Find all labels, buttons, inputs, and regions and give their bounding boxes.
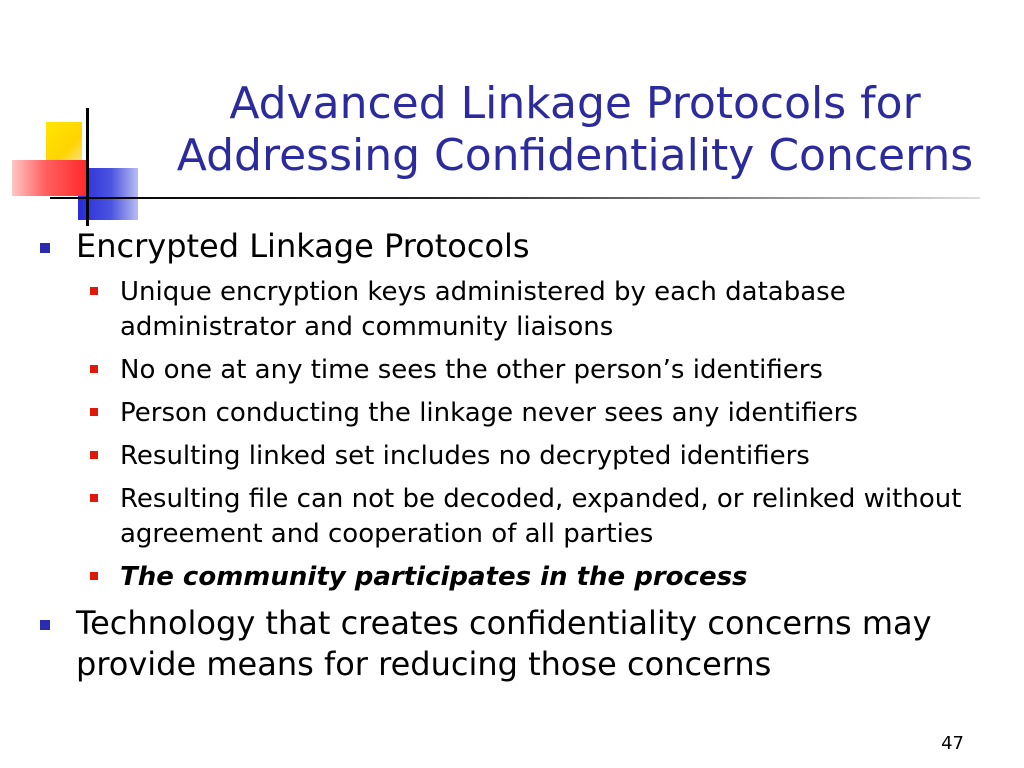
square-bullet-icon (90, 451, 98, 459)
bullet-level2 (120, 439, 996, 474)
sub-bullet-list (36, 275, 996, 595)
bullet-text: Person conducting the linkage never sees any identifiers (120, 398, 858, 428)
bullet-level2 (120, 353, 996, 388)
page-number: 47 (941, 733, 964, 754)
square-bullet-icon (90, 287, 98, 295)
bullet-level2 (120, 482, 996, 552)
slide-title (150, 78, 1000, 182)
title-underline (50, 197, 980, 199)
bullet-level2 (120, 275, 996, 345)
decoration-vertical-line (86, 108, 89, 226)
bullet-level1 (36, 226, 996, 267)
slide-title-line-2: Addressing Confidentiality Concerns (176, 130, 974, 181)
square-bullet-icon (90, 408, 98, 416)
bullet-level2 (120, 396, 996, 431)
bullet-text: No one at any time sees the other person’s identifiers (120, 355, 823, 385)
bullet-text: Resulting linked set includes no decrypted identifiers (120, 441, 810, 471)
square-bullet-icon (90, 494, 98, 502)
bullet-text: The community participates in the process (120, 562, 748, 592)
square-bullet-icon (40, 620, 50, 630)
bullet-text: Unique encryption keys administered by each database administrator and community liaisons (120, 277, 846, 342)
bullet-text: Technology that creates confidentiality concerns may provide means for reducing those concerns (76, 604, 932, 683)
slide-decoration-logo (0, 0, 160, 240)
square-bullet-icon (90, 365, 98, 373)
bullet-level1 (36, 603, 996, 685)
bullet-text: Encrypted Linkage Protocols (76, 227, 530, 265)
decoration-red-square (12, 160, 86, 196)
square-bullet-icon (40, 243, 50, 253)
slide-title-line-1: Advanced Linkage Protocols for (229, 78, 921, 129)
square-bullet-icon (90, 572, 98, 580)
slide-body (36, 226, 996, 685)
bullet-text: Resulting file can not be decoded, expanded, or relinked without agreement and cooperation of all parties (120, 484, 962, 549)
bullet-level2-emphasized (120, 560, 996, 595)
